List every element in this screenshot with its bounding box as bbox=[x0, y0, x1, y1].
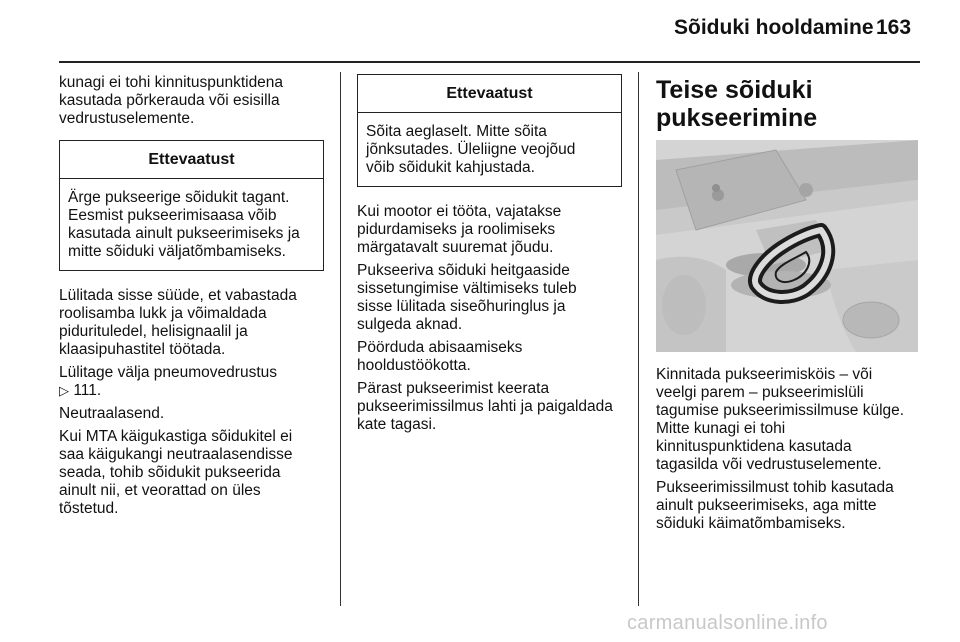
column-2 bbox=[357, 74, 622, 439]
page-reference: 111. bbox=[73, 382, 102, 399]
page-number: 163 bbox=[876, 16, 912, 39]
arrow-ref-icon: ▷ bbox=[59, 383, 69, 398]
paragraph: Pukseeriva sõiduki heitgaaside sissetungimise vältimiseks tuleb sisse lülitada siseõhuringlus ja sulgeda aknad. bbox=[357, 262, 577, 333]
paragraph: Kui MTA käigukastiga sõidukitel ei saa käigukangi neutraalasendisse seada, tohib sõidukit pukseerida ainult nii, et veorattad on üles tõstetud. bbox=[59, 428, 293, 517]
column-divider bbox=[340, 72, 341, 606]
warning-title: Ettevaatust bbox=[60, 141, 323, 179]
paragraph: kunagi ei tohi kinnituspunktidena kasutada põrkerauda või esisilla vedrustuselemente. bbox=[59, 74, 284, 127]
header-divider bbox=[59, 61, 920, 63]
section-heading: Teise sõiduki pukseerimine bbox=[656, 76, 818, 132]
paragraph: Lülitada sisse süüde, et vabastada roolisamba lukk ja võimaldada pidurituledel, helisignaalil ja klaasipuhastitel töötada. bbox=[59, 287, 297, 358]
warning-text: Ärge pukseerige sõidukit tagant. Eesmist pukseerimisaasa võib kasutada ainult pukseerimiseks ja mitte sõiduki väljatõmbamiseks. bbox=[68, 189, 300, 260]
paragraph bbox=[59, 364, 324, 400]
column-3 bbox=[656, 74, 921, 538]
warning-box bbox=[357, 74, 622, 187]
paragraph: Kui mootor ei tööta, vajatakse pidurdamiseks ja roolimiseks märgatavalt suuremat jõudu. bbox=[357, 203, 562, 256]
paragraph: Neutraalasend. bbox=[59, 405, 165, 422]
warning-text: Sõita aeglaselt. Mitte sõita jõnksutades. Üleliigne veojõud võib sõidukit kahjustada. bbox=[366, 123, 576, 176]
warning-box bbox=[59, 140, 324, 271]
towing-eye-illustration bbox=[656, 140, 918, 352]
column-1 bbox=[59, 74, 324, 523]
column-divider bbox=[638, 72, 639, 606]
paragraph: Pöörduda abisaamiseks hooldustöökotta. bbox=[357, 339, 523, 374]
paragraph-text: Lülitage välja pneumovedrustus bbox=[59, 364, 277, 381]
paragraph: Pärast pukseerimist keerata pukseerimissilmus lahti ja paigaldada kate tagasi. bbox=[357, 380, 613, 433]
towing-eye-icon bbox=[656, 140, 918, 352]
warning-title: Ettevaatust bbox=[358, 75, 621, 113]
paragraph: Kinnitada pukseerimisköis – või veelgi parem – pukseerimislüli tagumise pukseerimissilmuse külge. Mitte kunagi ei tohi kinnituspunktidena kasutada tagasilda või vedrustuselemente. bbox=[656, 366, 905, 473]
watermark: carmanualsonline.info bbox=[627, 612, 828, 634]
page-title: Sõiduki hooldamine bbox=[674, 16, 874, 39]
paragraph: Pukseerimissilmust tohib kasutada ainult pukseerimiseks, aga mitte sõiduki käimatõmbamiseks. bbox=[656, 479, 894, 532]
